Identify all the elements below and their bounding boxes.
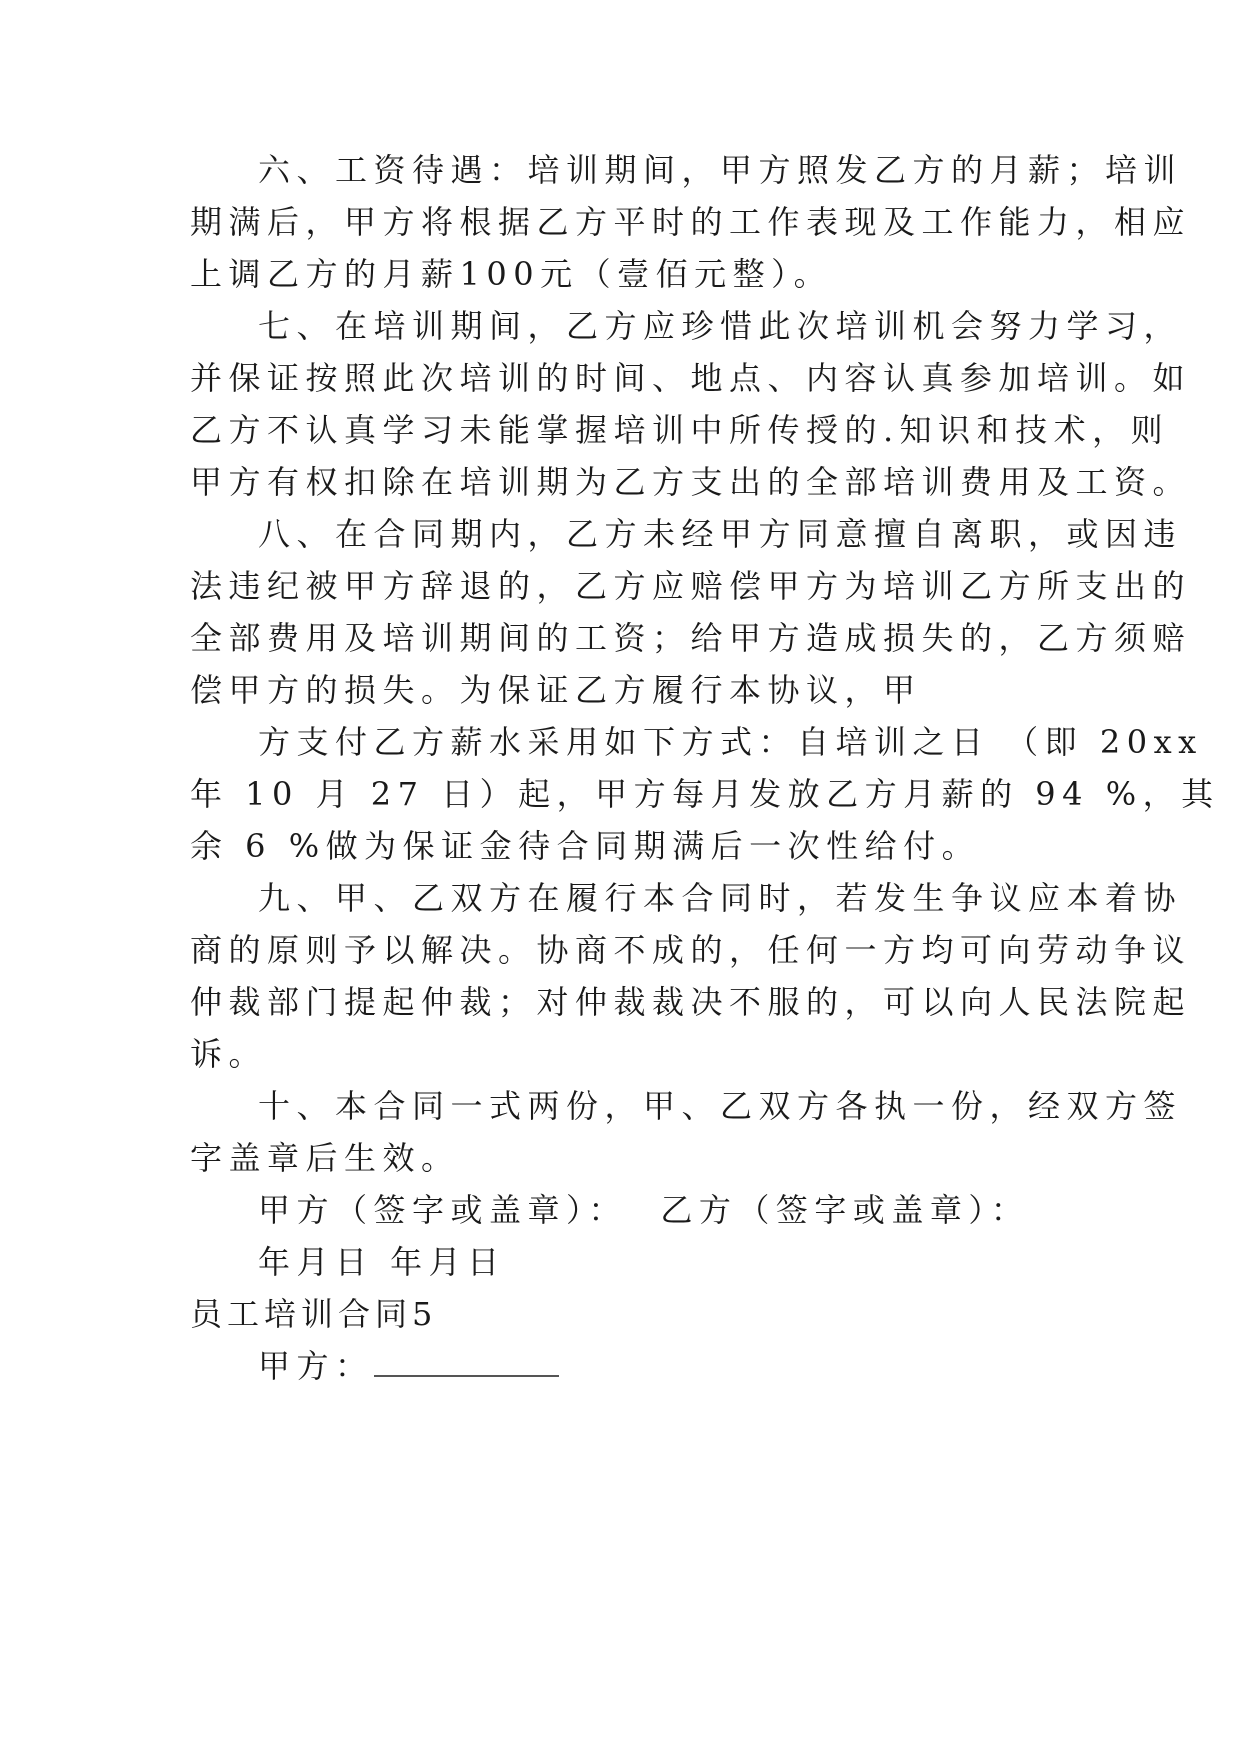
paragraph-line: 七、在培训期间，乙方应珍惜此次培训机会努力学习， (258, 307, 1183, 345)
contract-title: 员工培训合同5 (190, 1295, 438, 1333)
paragraph-line: 诉。 (190, 1035, 268, 1073)
paragraph-line: 六、工资待遇：培训期间，甲方照发乙方的月薪；培训 (258, 151, 1183, 189)
paragraph-line: 年 10 月 27 日）起，甲方每月发放乙方月薪的 94 %，其 (190, 775, 1220, 813)
paragraph-line: 上调乙方的月薪100元（壹佰元整）。 (190, 255, 833, 293)
paragraph-line: 十、本合同一式两份，甲、乙双方各执一份，经双方签 (258, 1087, 1183, 1125)
party-a-label: 甲方： (258, 1347, 374, 1385)
paragraph-line: 乙方不认真学习未能掌握培训中所传授的.知识和技术，则 (190, 411, 1170, 449)
signature-date-line: 年月日 年月日 (258, 1243, 506, 1281)
paragraph-line: 甲方有权扣除在培训期为乙方支出的全部培训费用及工资。 (190, 463, 1192, 501)
paragraph-line: 八、在合同期内，乙方未经甲方同意擅自离职，或因违 (258, 515, 1183, 553)
paragraph-line: 仲裁部门提起仲裁；对仲裁裁决不服的，可以向人民法院起 (190, 983, 1192, 1021)
paragraph-line: 期满后，甲方将根据乙方平时的工作表现及工作能力，相应 (190, 203, 1192, 241)
party-a-blank (374, 1347, 559, 1377)
paragraph-line: 偿甲方的损失。为保证乙方履行本协议，甲 (190, 671, 922, 709)
paragraph-line: 并保证按照此次培训的时间、地点、内容认真参加培训。如 (190, 359, 1192, 397)
paragraph-line: 商的原则予以解决。协商不成的，任何一方均可向劳动争议 (190, 931, 1192, 969)
paragraph-line: 九、甲、乙双方在履行本合同时，若发生争议应本着协 (258, 879, 1183, 917)
paragraph-line: 全部费用及培训期间的工资；给甲方造成损失的，乙方须赔 (190, 619, 1192, 657)
paragraph-line: 方支付乙方薪水采用如下方式：自培训之日 （即 20xx (258, 723, 1203, 761)
paragraph-line: 法违纪被甲方辞退的，乙方应赔偿甲方为培训乙方所支出的 (190, 567, 1192, 605)
paragraph-line: 余 6 %做为保证金待合同期满后一次性给付。 (190, 827, 981, 865)
party-a-line (258, 1346, 1138, 1386)
signature-line: 甲方（签字或盖章）： 乙方（签字或盖章）： (258, 1191, 1030, 1229)
paragraph-line: 字盖章后生效。 (190, 1139, 460, 1177)
